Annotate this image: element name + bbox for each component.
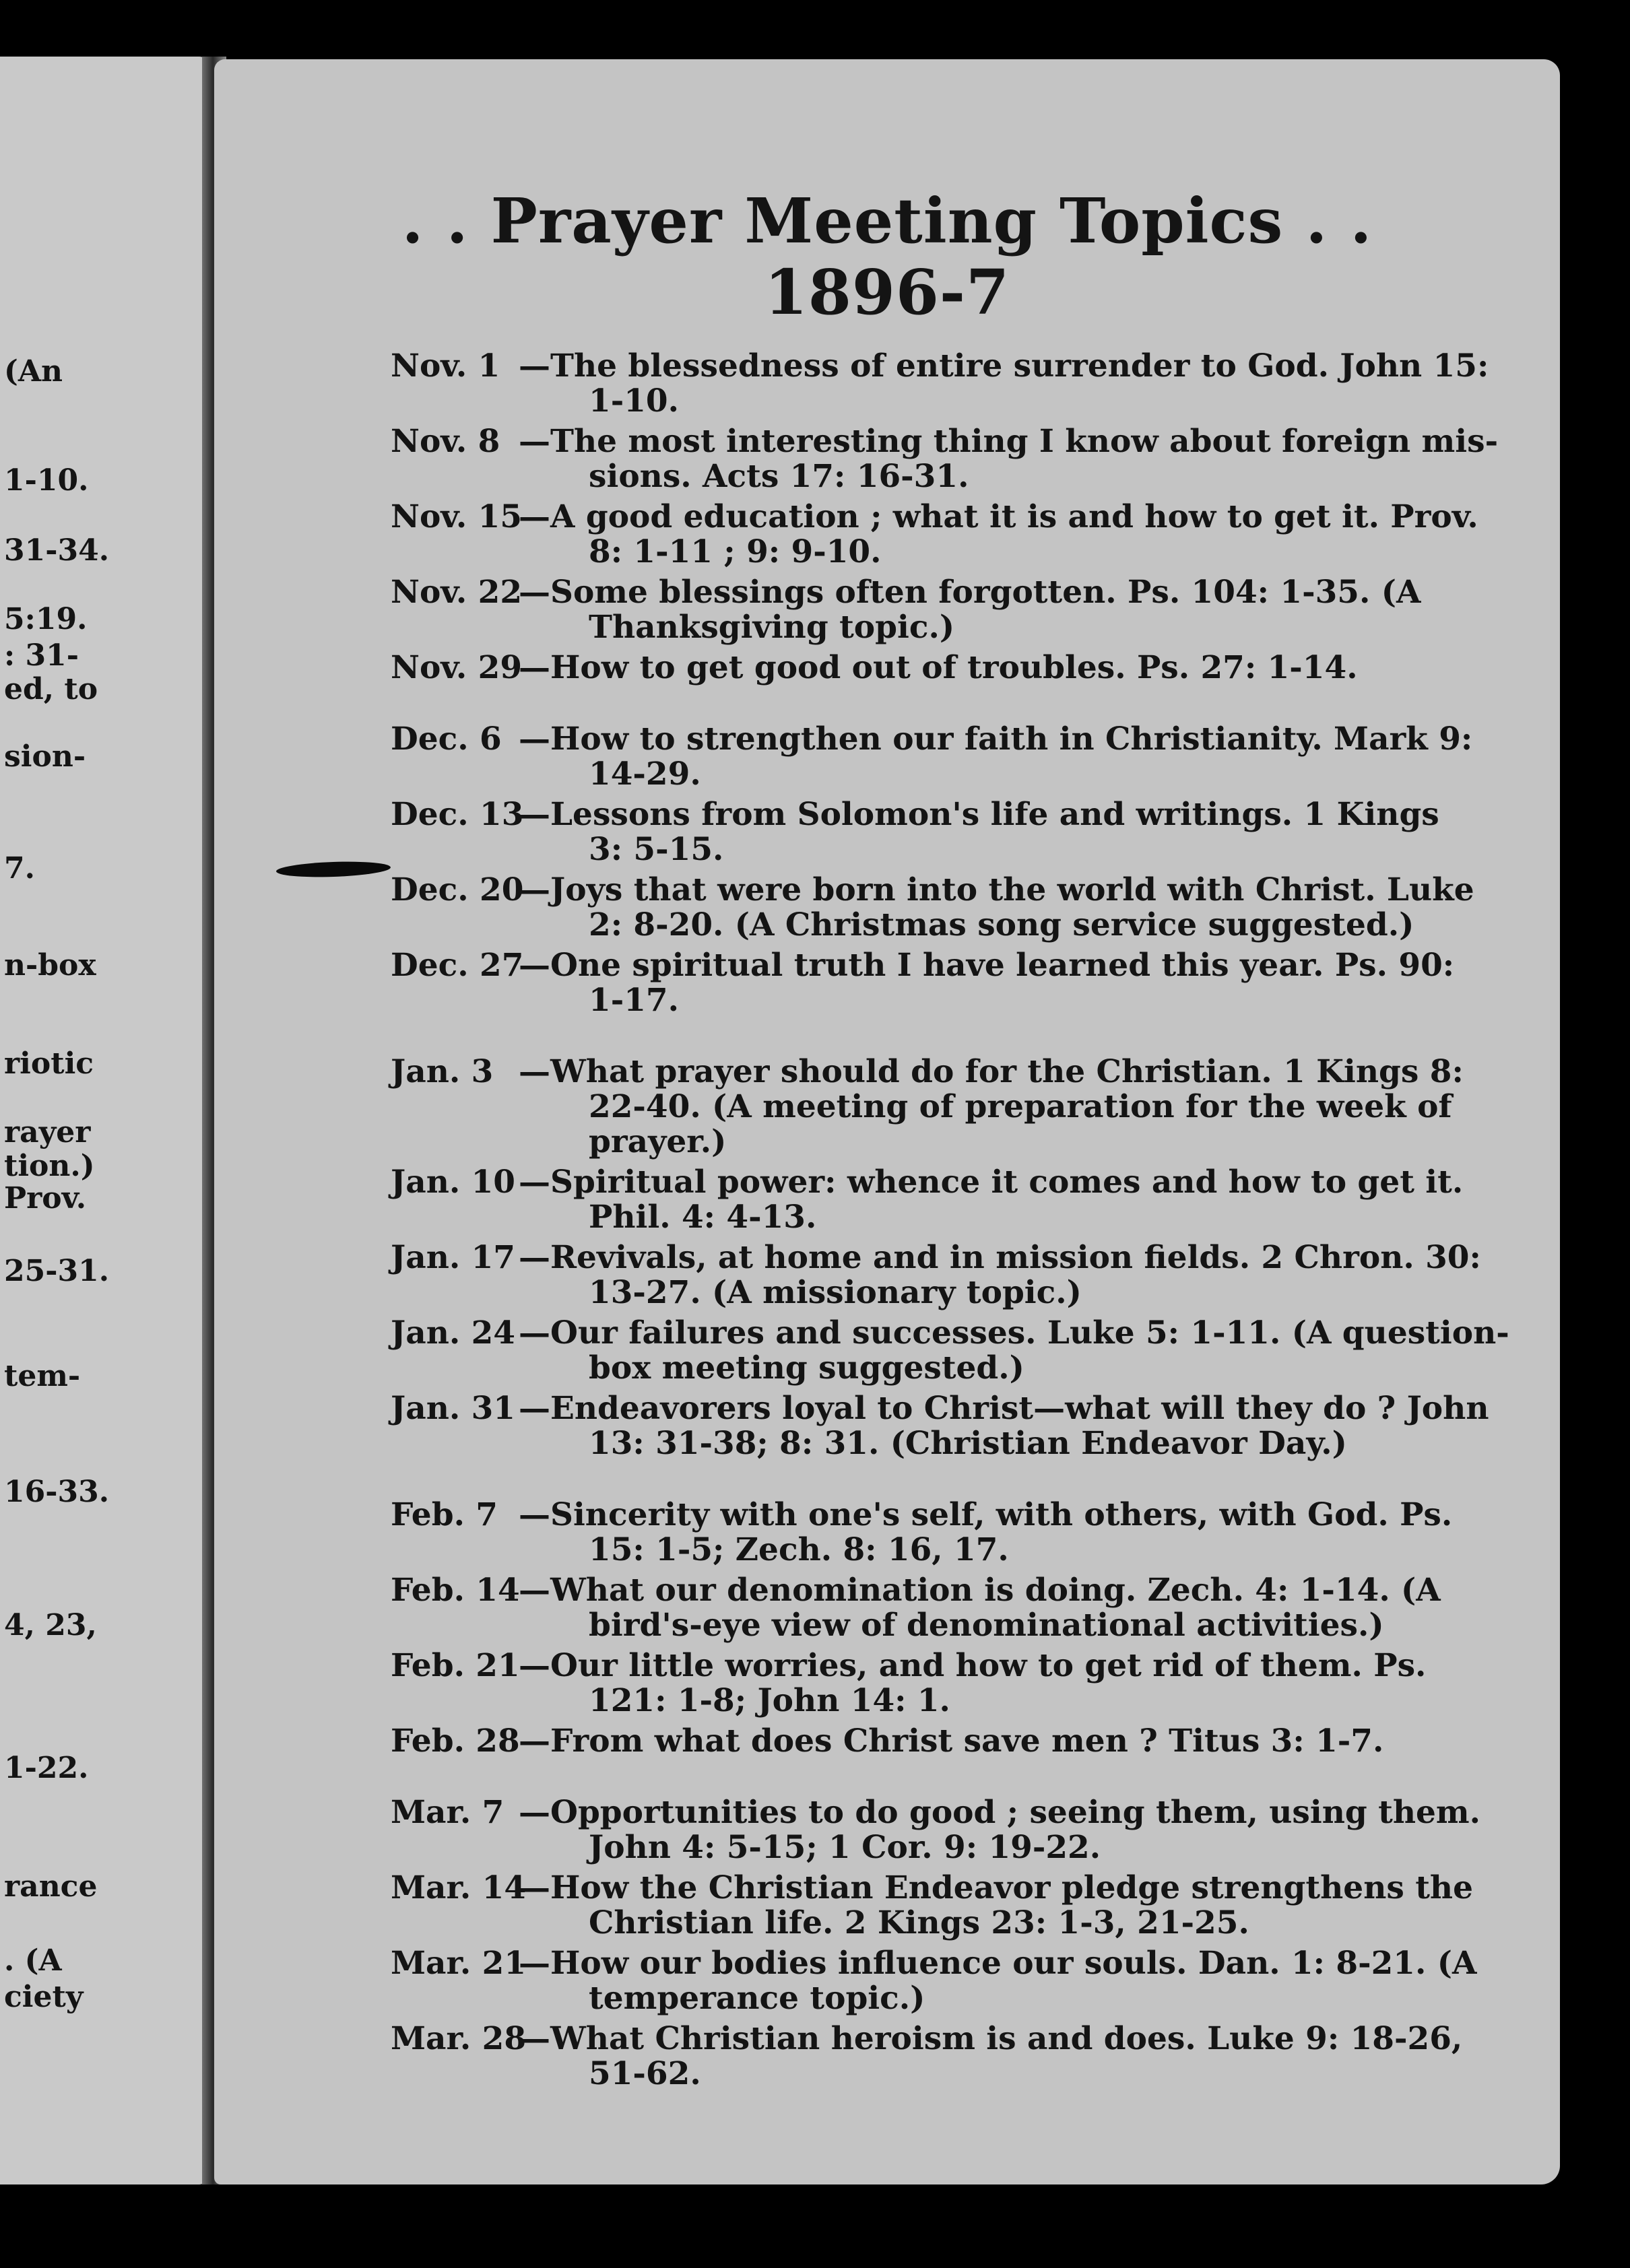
topic-continuation: 13: 31-38; 8: 31. (Christian Endeavor Day.) bbox=[589, 1425, 1347, 1462]
topic-continuation: 8: 1-11 ; 9: 9-10. bbox=[589, 533, 882, 570]
topic-entry bbox=[391, 873, 1560, 943]
topic-date: Jan. 3 bbox=[391, 1053, 494, 1090]
topic-date: Feb. 21 bbox=[391, 1647, 520, 1684]
topic-text: —One spiritual truth I have learned this year. Ps. 90: bbox=[519, 947, 1455, 984]
topics-page bbox=[214, 59, 1560, 2184]
topic-text: —A good education ; what it is and how to get it. Prov. bbox=[519, 498, 1478, 535]
topic-date: Jan. 24 bbox=[391, 1314, 515, 1352]
topic-entry bbox=[391, 1795, 1560, 1865]
topic-entry bbox=[391, 1240, 1560, 1310]
left-page-fragment: rance bbox=[4, 1869, 98, 1904]
topic-continuation: Christian life. 2 Kings 23: 1-3, 21-25. bbox=[589, 1904, 1249, 1941]
topic-entry bbox=[391, 1724, 1560, 1759]
topic-date: Mar. 7 bbox=[391, 1794, 504, 1831]
topic-entry bbox=[391, 1316, 1560, 1386]
page-year: 1896-7 bbox=[764, 256, 1010, 329]
topic-entry bbox=[391, 722, 1560, 792]
topic-entry bbox=[391, 1871, 1560, 1941]
left-page-fragment: : 31- bbox=[4, 638, 79, 673]
topic-entry bbox=[391, 1055, 1560, 1160]
left-page-fragment: (An bbox=[4, 354, 63, 389]
topic-date: Feb. 28 bbox=[391, 1723, 520, 1760]
topic-text: —From what does Christ save men ? Titus 3: 1-7. bbox=[519, 1723, 1384, 1760]
left-page-fragment: 7. bbox=[4, 851, 35, 886]
left-page-fragment: 1-10. bbox=[4, 463, 89, 498]
topic-entry bbox=[391, 1946, 1560, 2016]
left-page-fragment: 25-31. bbox=[4, 1254, 110, 1288]
topic-text: —Sincerity with one's self, with others, with God. Ps. bbox=[519, 1496, 1453, 1533]
topic-continuation: 121: 1-8; John 14: 1. bbox=[589, 1682, 950, 1719]
topic-continuation: 3: 5-15. bbox=[589, 831, 724, 868]
left-page-fragment: sion- bbox=[4, 739, 86, 774]
topic-text: —Spiritual power: whence it comes and how to get it. bbox=[519, 1164, 1464, 1201]
topic-entry bbox=[391, 1498, 1560, 1568]
left-page-fragment: ed, to bbox=[4, 672, 98, 706]
page-title: . . Prayer Meeting Topics . . bbox=[401, 185, 1373, 257]
topic-date: Jan. 17 bbox=[391, 1239, 515, 1276]
left-page-fragment: 5:19. bbox=[4, 602, 88, 636]
topic-text: —How the Christian Endeavor pledge strengthens the bbox=[519, 1869, 1473, 1906]
topic-date: Jan. 31 bbox=[391, 1390, 515, 1427]
left-page-fragment: 1-22. bbox=[4, 1751, 89, 1785]
topic-text: —How our bodies influence our souls. Dan. 1: 8-21. (A bbox=[519, 1945, 1477, 1982]
topics-list bbox=[391, 349, 1560, 2097]
topic-continuation: 14-29. bbox=[589, 756, 701, 793]
topic-continuation: box meeting suggested.) bbox=[589, 1349, 1024, 1387]
topic-text: —Our little worries, and how to get rid of them. Ps. bbox=[519, 1647, 1427, 1684]
topic-date: Feb. 7 bbox=[391, 1496, 498, 1533]
month-separator bbox=[391, 1467, 1560, 1498]
topic-entry bbox=[391, 1573, 1560, 1643]
topic-continuation: Thanksgiving topic.) bbox=[589, 609, 955, 646]
topic-entry bbox=[391, 1165, 1560, 1235]
month-separator bbox=[391, 1764, 1560, 1795]
topic-continuation: bird's-eye view of denominational activities.) bbox=[589, 1607, 1384, 1644]
topic-continuation: Phil. 4: 4-13. bbox=[589, 1199, 817, 1236]
topic-text: —How to get good out of troubles. Ps. 27: 1-14. bbox=[519, 649, 1358, 686]
topic-continuation: 1-10. bbox=[589, 382, 679, 420]
topic-text: —Our failures and successes. Luke 5: 1-11. (A question- bbox=[519, 1314, 1509, 1352]
topic-text: —What our denomination is doing. Zech. 4: 1-14. (A bbox=[519, 1572, 1441, 1609]
topic-date: Dec. 13 bbox=[391, 796, 524, 833]
topic-entry bbox=[391, 948, 1560, 1018]
topic-entry bbox=[391, 500, 1560, 570]
topic-date: Dec. 27 bbox=[391, 947, 524, 984]
left-page-fragment: tem- bbox=[4, 1359, 81, 1393]
topic-continuation: 51-62. bbox=[589, 2055, 701, 2092]
topic-date: Nov. 22 bbox=[391, 574, 523, 611]
topic-text: —How to strengthen our faith in Christianity. Mark 9: bbox=[519, 721, 1473, 758]
topic-text: —Lessons from Solomon's life and writings. 1 Kings bbox=[519, 796, 1439, 833]
topic-text: —Joys that were born into the world with Christ. Luke bbox=[519, 871, 1474, 908]
topic-entry bbox=[391, 1391, 1560, 1461]
topic-text: —Revivals, at home and in mission fields. 2 Chron. 30: bbox=[519, 1239, 1481, 1276]
topic-continuation: 1-17. bbox=[589, 982, 679, 1019]
topic-entry bbox=[391, 349, 1560, 419]
topic-entry bbox=[391, 797, 1560, 867]
left-page-edge bbox=[0, 57, 209, 2184]
left-page-fragment: rayer bbox=[4, 1115, 91, 1149]
left-page-fragment: 4, 23, bbox=[4, 1608, 97, 1642]
topic-date: Dec. 20 bbox=[391, 871, 524, 908]
topic-date: Nov. 1 bbox=[391, 347, 500, 385]
topic-entry bbox=[391, 424, 1560, 494]
month-separator bbox=[391, 691, 1560, 722]
left-page-fragment: 16-33. bbox=[4, 1475, 110, 1509]
topic-continuation: prayer.) bbox=[589, 1123, 727, 1160]
topic-date: Nov. 29 bbox=[391, 649, 523, 686]
topic-continuation: sions. Acts 17: 16-31. bbox=[589, 458, 969, 495]
topic-date: Mar. 28 bbox=[391, 2020, 527, 2057]
topic-text: —Opportunities to do good ; seeing them, using them. bbox=[519, 1794, 1480, 1831]
topic-continuation: 13-27. (A missionary topic.) bbox=[589, 1274, 1082, 1311]
topic-entry bbox=[391, 651, 1560, 686]
topic-text: —The blessedness of entire surrender to God. John 15: bbox=[519, 347, 1489, 385]
left-page-fragment: ciety bbox=[4, 1980, 84, 2014]
topic-continuation: 22-40. (A meeting of preparation for the week of bbox=[589, 1088, 1452, 1125]
topic-text: —Endeavorers loyal to Christ—what will they do ? John bbox=[519, 1390, 1489, 1427]
topic-entry bbox=[391, 2022, 1560, 2092]
left-page-fragment: tion.) bbox=[4, 1149, 95, 1183]
topic-date: Mar. 14 bbox=[391, 1869, 527, 1906]
topic-text: —What Christian heroism is and does. Luke 9: 18-26, bbox=[519, 2020, 1463, 2057]
topic-continuation: 2: 8-20. (A Christmas song service suggested.) bbox=[589, 906, 1414, 943]
month-separator bbox=[391, 1024, 1560, 1055]
topic-entry bbox=[391, 1648, 1560, 1719]
topic-date: Mar. 21 bbox=[391, 1945, 527, 1982]
topic-text: —Some blessings often forgotten. Ps. 104: 1-35. (A bbox=[519, 574, 1421, 611]
topic-date: Feb. 14 bbox=[391, 1572, 520, 1609]
topic-date: Dec. 6 bbox=[391, 721, 502, 758]
left-page-fragment: 31-34. bbox=[4, 533, 110, 568]
topic-continuation: 15: 1-5; Zech. 8: 16, 17. bbox=[589, 1531, 1009, 1568]
topic-continuation: John 4: 5-15; 1 Cor. 9: 19-22. bbox=[589, 1829, 1101, 1866]
topic-date: Nov. 15 bbox=[391, 498, 523, 535]
left-page-fragment: n-box bbox=[4, 948, 96, 982]
topic-continuation: temperance topic.) bbox=[589, 1980, 925, 2017]
left-page-fragment: Prov. bbox=[4, 1181, 87, 1215]
topic-text: —What prayer should do for the Christian. 1 Kings 8: bbox=[519, 1053, 1464, 1090]
topic-date: Jan. 10 bbox=[391, 1164, 515, 1201]
left-page-fragment: riotic bbox=[4, 1046, 94, 1081]
topic-entry bbox=[391, 575, 1560, 645]
topic-date: Nov. 8 bbox=[391, 423, 500, 460]
topic-text: —The most interesting thing I know about foreign mis- bbox=[519, 423, 1499, 460]
left-page-fragment: . (A bbox=[4, 1943, 62, 1978]
